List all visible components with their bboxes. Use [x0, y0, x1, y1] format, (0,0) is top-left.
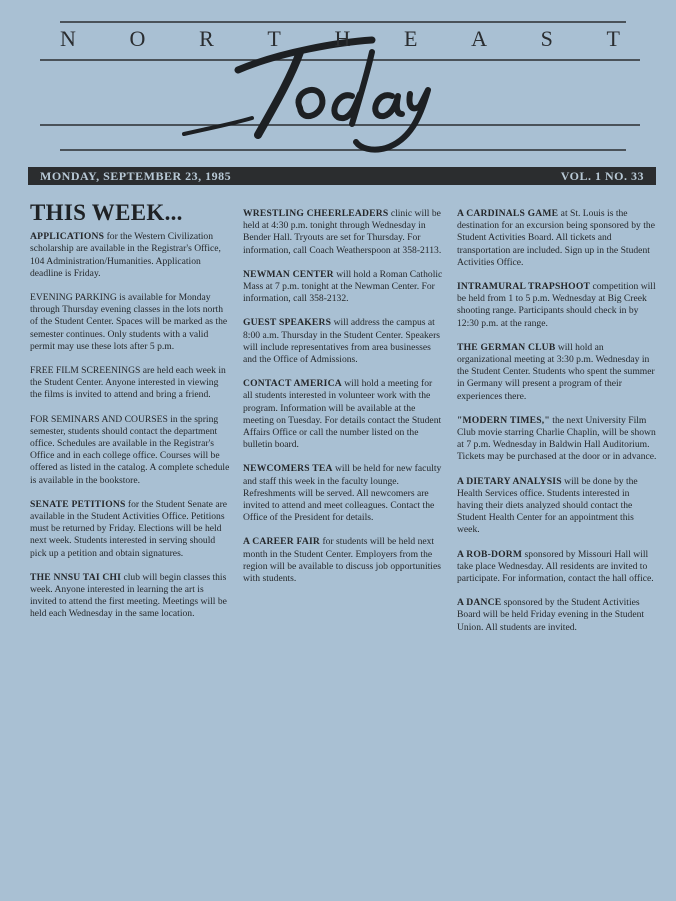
- announcement-lead: A ROB-DORM: [457, 548, 523, 560]
- announcement-lead: A DANCE: [457, 597, 502, 609]
- nameplate-letter: S: [540, 26, 553, 51]
- nameplate-letter: T: [606, 26, 620, 51]
- announcement-body: for the Western Civilization scholarship are available in the Registrar's Office, 104 Administration/Humanities. Application deadline is Friday.: [30, 231, 221, 279]
- announcement-lead: "MODERN TIMES,": [457, 414, 550, 426]
- announcement-item: [457, 476, 657, 537]
- announcement-body: will hold a meeting for all students interested in volunteer work with the program. Information will be available at the meeting on Tuesday. For details contact the Student Affairs Office or call the number listed on the bulletin board.: [243, 378, 442, 451]
- nameplate-northeast: [60, 26, 620, 52]
- announcement-item: [457, 281, 657, 330]
- announcement-lead: WRESTLING CHEERLEADERS: [243, 208, 389, 219]
- issue-date: MONDAY, SEPTEMBER 23, 1985: [40, 168, 232, 183]
- announcement-body: will hold an organizational meeting at 3:30 p.m. Wednesday in the Student Center. Students who spent the summer in Germany will present a program of their experiences there.: [457, 341, 655, 402]
- nameplate-letter: E: [404, 26, 418, 51]
- date-bar: [28, 167, 656, 185]
- announcement-item: [30, 365, 230, 402]
- nameplate-letter: T: [267, 26, 281, 51]
- announcement-item: [457, 415, 657, 464]
- announcement-item: [243, 208, 443, 257]
- nameplate-letter: H: [334, 26, 351, 51]
- nameplate-letter: R: [199, 26, 214, 51]
- announcement-lead: THE GERMAN CLUB: [457, 341, 556, 353]
- announcement-body: the next University Film Club movie starring Charlie Chaplin, will be shown at 7 p.m. Wednesday in Baldwin Hall Auditorium. Tickets may be purchased at the door or in advance.: [457, 414, 657, 463]
- announcement-lead: CONTACT AMERICA: [243, 378, 342, 390]
- announcement-lead: A DIETARY ANALYSIS: [457, 475, 562, 487]
- announcement-body: will be held for new faculty and staff this week in the faculty lounge. Refreshments will be served. All newcomers are invited to attend and meet colleagues. Contact the Office of the President for details.: [243, 463, 442, 524]
- announcement-item: [457, 342, 657, 403]
- column-2: [243, 208, 443, 597]
- nameplate-letter: O: [129, 26, 146, 51]
- announcement-body: will be done by the Health Services office. Students interested in having their diets analyzed should contact the Student Health Center for an appointment this week.: [457, 475, 638, 536]
- announcement-body: competition will be held from 1 to 5 p.m. Wednesday at Big Creek shooting range. Participants should check in by 12:30 p.m. at the range.: [457, 281, 656, 329]
- announcement-item: [30, 292, 230, 353]
- announcement-lead: NEWMAN CENTER: [243, 268, 334, 280]
- announcement-item: [457, 208, 657, 269]
- announcement-item: [243, 378, 443, 451]
- announcement-lead: NEWCOMERS TEA: [243, 463, 333, 475]
- announcement-body: EVENING PARKING is available for Monday through Thursday evening classes in the lots north of the Student Center. Spaces will be marked as the semester continues. Only students with a valid permit may use these lots after 5 p.m.: [30, 292, 228, 352]
- announcement-item: [243, 536, 443, 585]
- announcement-body: sponsored by Missouri Hall will take place Wednesday. All residents are invited to participate. For information, contact the hall office.: [457, 548, 654, 585]
- announcement-item: [30, 572, 230, 621]
- nameplate-letter: A: [471, 26, 487, 51]
- announcement-body: clinic will be held at 4:30 p.m. tonight through Wednesday in Bender Hall. Tryouts are set for Thursday. For information, call Coach Weatherspoon at 358-2113.: [243, 208, 442, 256]
- announcement-item: [243, 463, 443, 524]
- announcement-item: [243, 269, 443, 306]
- announcement-item: [243, 317, 443, 366]
- announcement-body: for the Student Senate are available in the Student Activities Office. Petitions must be returned by Friday. Elections will be held next week. Students interested in serving should pick up a petition and obtain signatures.: [30, 498, 228, 559]
- announcement-body: will hold a Roman Catholic Mass at 7 p.m. tonight at the Newman Center. For information, call 358-2132.: [243, 268, 443, 305]
- announcement-item: [30, 231, 230, 280]
- announcement-lead: THE NNSU TAI CHI: [30, 571, 122, 583]
- announcement-lead: INTRAMURAL TRAPSHOOT: [457, 281, 591, 293]
- announcement-item: [457, 549, 657, 586]
- announcement-lead: SENATE PETITIONS: [30, 498, 126, 510]
- announcement-body: for students will be held next month in the Student Center. Employers from the region will be available to discuss job opportunities with students.: [243, 536, 441, 585]
- announcement-body: at St. Louis is the destination for an excursion being sponsored by the Student Activities Board. All tickets and transportation are included. Sign up in the Student Activities Office.: [457, 208, 655, 268]
- section-heading: THIS WEEK...: [30, 200, 183, 225]
- announcement-lead: A CAREER FAIR: [243, 536, 321, 548]
- announcement-body: club will begin classes this week. Anyone interested in learning the art is invited to attend the first meeting. Meetings will be held each Wednesday in the same location.: [30, 571, 227, 620]
- announcement-lead: APPLICATIONS: [30, 231, 105, 243]
- announcement-body: FOR SEMINARS AND COURSES in the spring semester, students should contact the department office. Schedules are available in the Registrar's Office and in each college office. Courses will be offered as listed in the catalog. A complete schedule is available in the bookstore.: [30, 413, 230, 486]
- announcement-lead: A CARDINALS GAME: [457, 208, 559, 219]
- announcement-item: [30, 414, 230, 487]
- nameplate-letter: N: [60, 26, 76, 51]
- column-3: [457, 208, 657, 646]
- announcement-item: [457, 597, 657, 634]
- announcement-body: FREE FILM SCREENINGS are held each week in the Student Center. Anyone interested in viewing the films is invited to attend and bring a friend.: [30, 365, 226, 401]
- announcement-body: will address the campus at 8:00 a.m. Thursday in the Student Center. Speakers will include representatives from area businesses and the Office of Admissions.: [243, 317, 440, 366]
- column-1: [30, 200, 230, 633]
- announcement-body: sponsored by the Student Activities Board will be held Friday evening in the Student Union. All students are invited.: [457, 597, 645, 633]
- announcement-item: [30, 499, 230, 560]
- masthead: [0, 0, 676, 170]
- announcement-lead: GUEST SPEAKERS: [243, 317, 332, 329]
- today-logo: [184, 40, 428, 150]
- volume-number: VOL. 1 NO. 33: [560, 168, 644, 183]
